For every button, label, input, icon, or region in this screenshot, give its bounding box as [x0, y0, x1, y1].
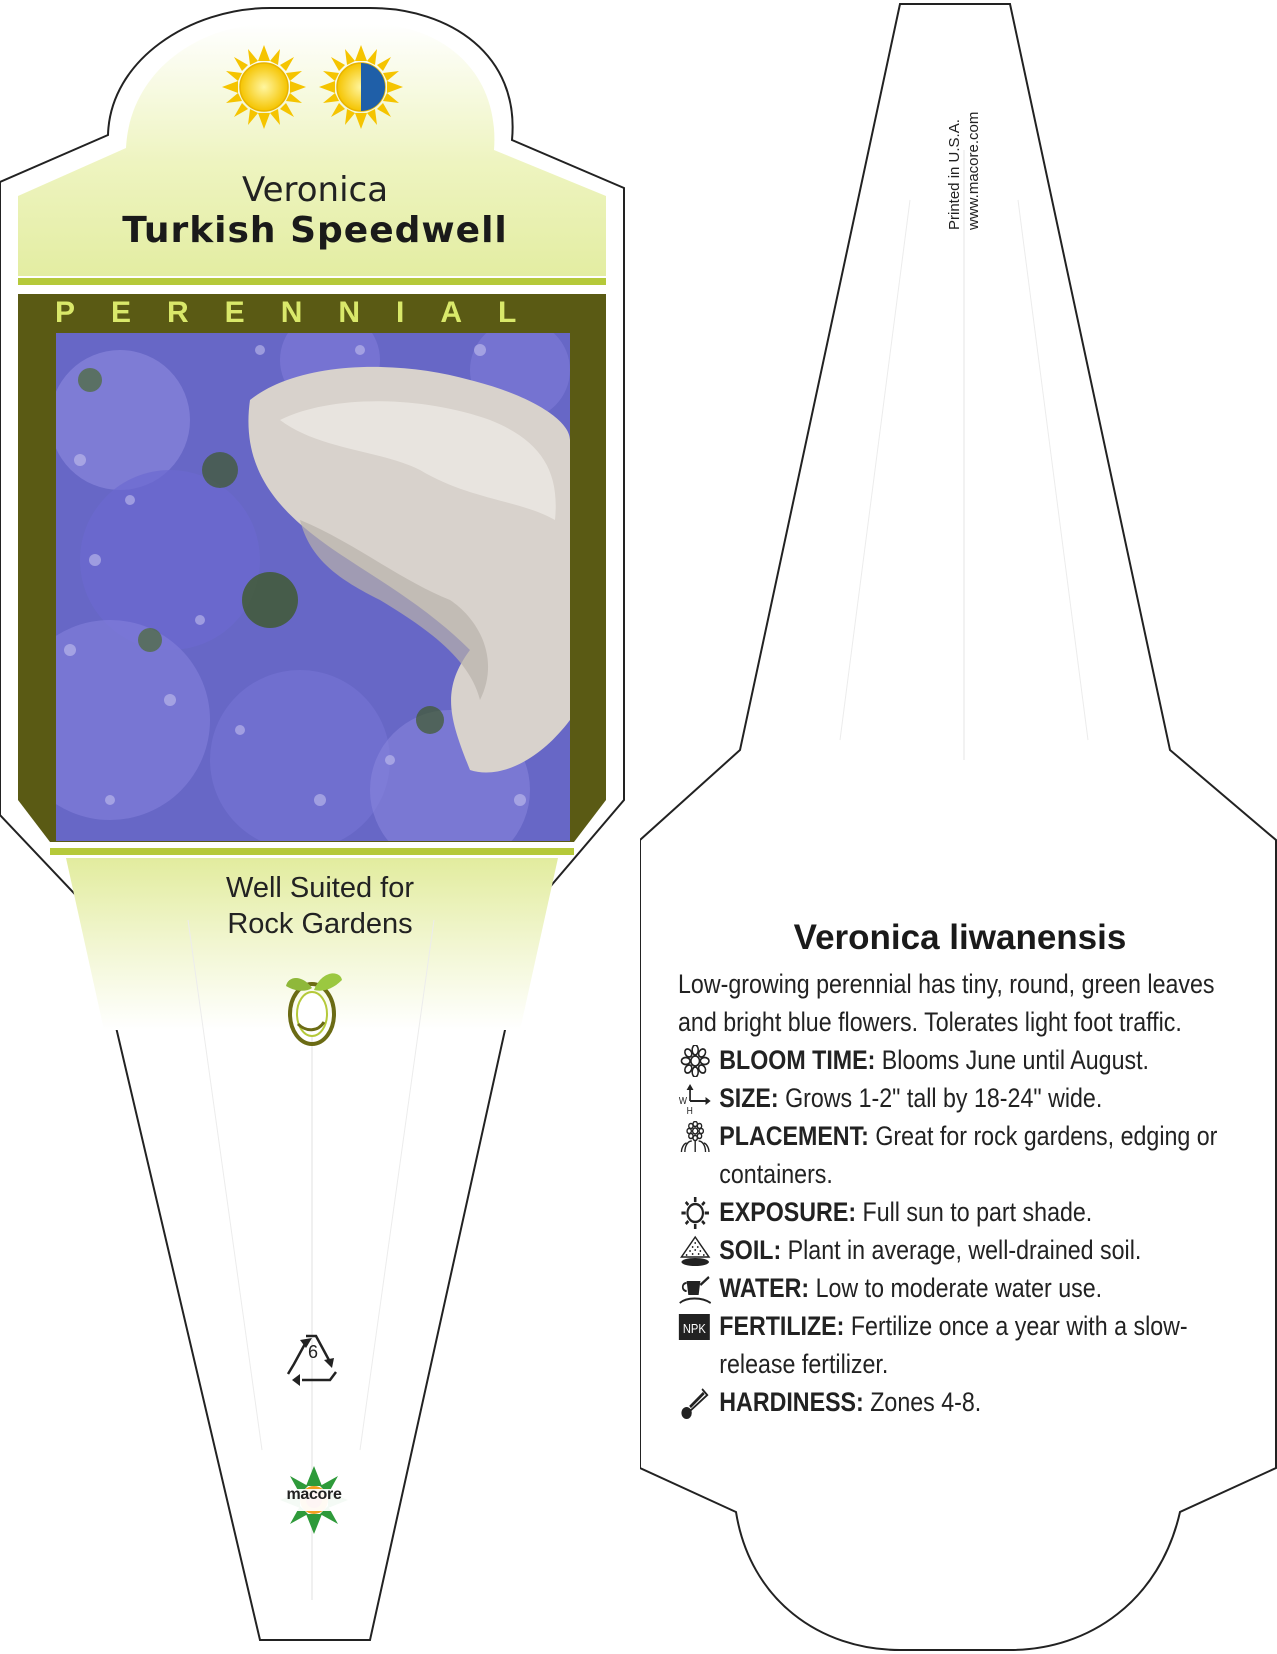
fertilize-row	[678, 1307, 1238, 1383]
botanical-name: Veronica liwanensis	[793, 918, 1127, 957]
recycle-code: 6	[307, 1342, 318, 1362]
size-icon	[678, 1083, 712, 1115]
water-value: Low to moderate water use.	[815, 1273, 1103, 1303]
soil-label: SOIL:	[719, 1235, 788, 1265]
hardiness-label: HARDINESS:	[719, 1387, 871, 1417]
flower-icon	[678, 1045, 712, 1077]
soil-value: Plant in average, well-drained soil.	[787, 1235, 1142, 1265]
bloom-time-row	[678, 1041, 1238, 1079]
part-shade-sun-icon	[319, 45, 403, 129]
placement-label: PLACEMENT:	[719, 1121, 876, 1151]
care-info	[678, 965, 1238, 1421]
size-icon-w: W	[678, 1095, 687, 1107]
printed-line-2: www.macore.com	[965, 111, 982, 230]
description: Low-growing perennial has tiny, round, green leaves and bright blue flowers. Tolerates light foot traffic.	[678, 969, 1215, 1037]
bloom-time-label: BLOOM TIME:	[719, 1045, 882, 1075]
fertilize-label: FERTILIZE:	[719, 1311, 851, 1341]
placement-row	[678, 1117, 1238, 1193]
exposure-label: EXPOSURE:	[719, 1197, 863, 1227]
brand-name: macore	[286, 1486, 342, 1503]
exposure-value: Full sun to part shade.	[862, 1197, 1093, 1227]
feature-line-2: Rock Gardens	[227, 908, 413, 940]
size-value: Grows 1-2" tall by 18-24" wide.	[785, 1083, 1103, 1113]
hardiness-value: Zones 4-8.	[870, 1387, 982, 1417]
water-label: WATER:	[719, 1273, 816, 1303]
full-sun-icon	[222, 45, 306, 129]
printed-in	[945, 60, 985, 230]
feature-text	[110, 870, 530, 942]
npk-icon-text: NPK	[682, 1321, 706, 1337]
bloom-time-value: Blooms June until August.	[881, 1045, 1149, 1075]
category-label: PERENNIAL	[55, 296, 553, 329]
sun-icon	[678, 1197, 712, 1229]
feature-line-1: Well Suited for	[225, 872, 415, 904]
exposure-row	[678, 1193, 1238, 1231]
watering-can-icon	[678, 1273, 712, 1305]
common-name: Veronica	[241, 170, 389, 210]
size-label: SIZE:	[719, 1083, 786, 1113]
hardiness-row	[678, 1383, 1238, 1421]
npk-icon	[678, 1311, 712, 1343]
soil-icon	[678, 1235, 712, 1267]
flower-photo	[10, 310, 570, 870]
variety-name: Turkish Speedwell	[122, 210, 508, 251]
printed-line-1: Printed in U.S.A.	[946, 119, 963, 230]
thermometer-icon	[678, 1387, 712, 1419]
placement-icon	[678, 1121, 712, 1153]
water-row	[678, 1269, 1238, 1307]
soil-row	[678, 1231, 1238, 1269]
size-icon-h: H	[686, 1105, 693, 1115]
size-row	[678, 1079, 1238, 1117]
fertilize-value: Fertilize once a year with a slow-release fertilizer.	[719, 1311, 1188, 1379]
placement-value: Great for rock gardens, edging or containers.	[719, 1121, 1218, 1189]
